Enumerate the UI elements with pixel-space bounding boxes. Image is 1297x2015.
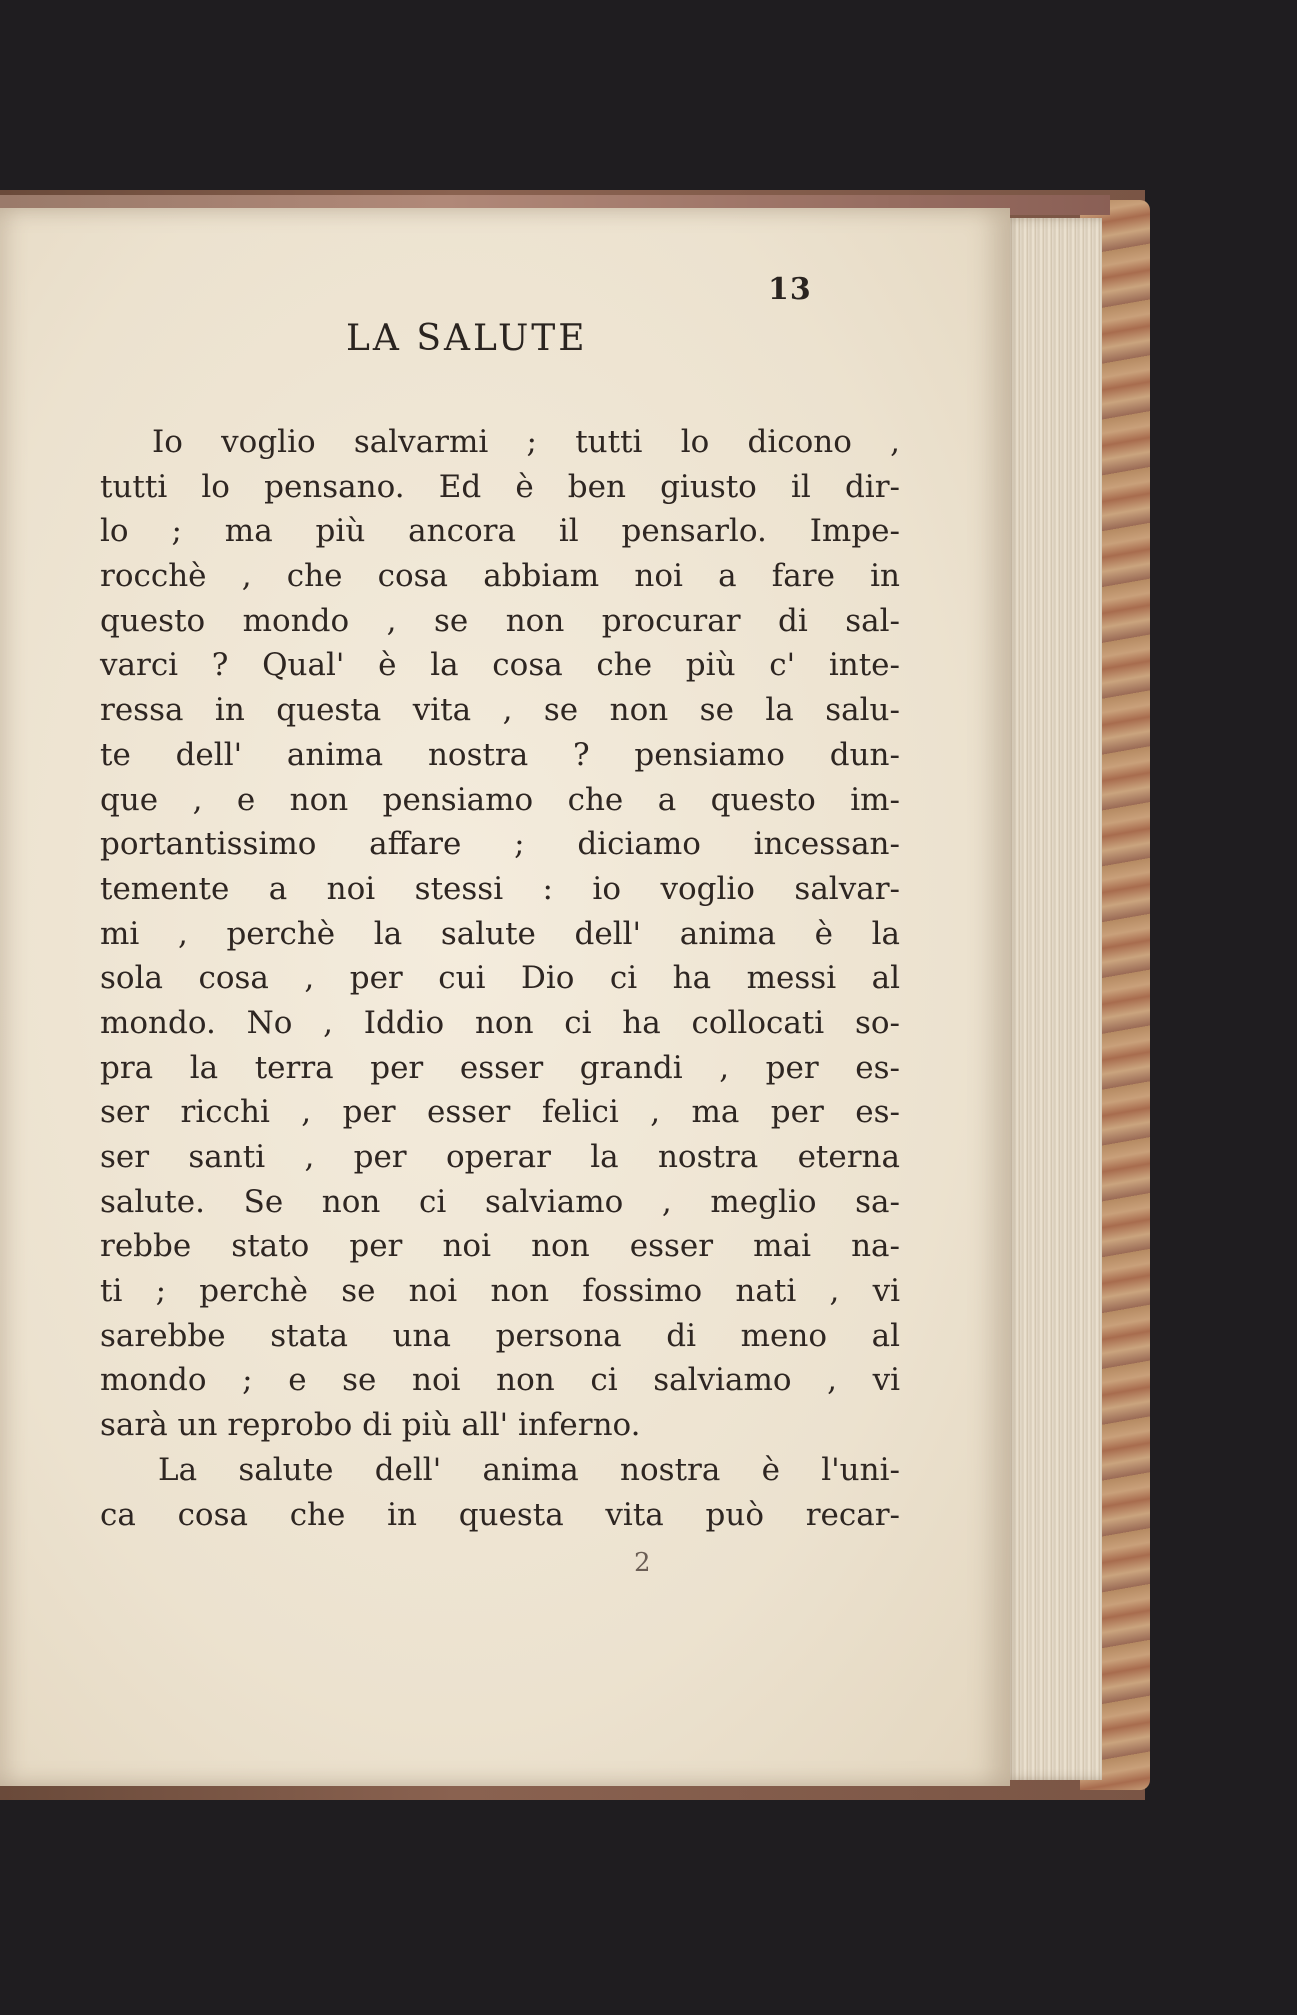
text-line: La salute dell' anima nostra è l'uni- (158, 1451, 900, 1488)
text-line: mondo. No , Iddio non ci ha collocati so- (100, 1004, 900, 1041)
text-line: te dell' anima nostra ? pensiamo dun- (100, 736, 900, 773)
text-line: tutti lo pensano. Ed è ben giusto il dir- (100, 468, 900, 505)
text-line: lo ; ma più ancora il pensarlo. Impe- (100, 513, 900, 550)
text-line: sarebbe stata una persona di meno al (100, 1317, 900, 1354)
text-line: rebbe stato per noi non esser mai na- (100, 1228, 900, 1265)
text-line: questo mondo , se non procurar di sal- (100, 602, 900, 639)
text-line: ressa in questa vita , se non se la salu- (100, 692, 900, 729)
text-line: rocchè , che cosa abbiam noi a fare in (100, 558, 900, 595)
text-line: salute. Se non ci salviamo , meglio sa- (100, 1183, 900, 1220)
text-line: temente a noi stessi : io voglio salvar- (100, 870, 900, 907)
text-line: mondo ; e se noi non ci salviamo , vi (100, 1362, 900, 1399)
text-line: ca cosa che in questa vita può recar- (100, 1496, 900, 1533)
text-line: sarà un reprobo di più all' inferno. (100, 1407, 641, 1444)
text-line: ser ricchi , per esser felici , ma per es- (100, 1094, 900, 1131)
chapter-heading: LA SALUTE (346, 318, 588, 359)
text-line: ti ; perchè se noi non fossimo nati , vi (100, 1273, 900, 1310)
text-line: portantissimo affare ; diciamo incessan- (100, 826, 900, 863)
text-line: varci ? Qual' è la cosa che più c' inte- (100, 647, 900, 684)
text-line: mi , perchè la salute dell' anima è la (100, 915, 900, 952)
page-edges (1004, 218, 1102, 1780)
signature-mark: 2 (634, 1548, 651, 1578)
body-text (100, 420, 900, 1537)
text-line: ser santi , per operar la nostra eterna (100, 1139, 900, 1175)
text-line: pra la terra per esser grandi , per es- (100, 1049, 900, 1086)
text-line: que , e non pensiamo che a questo im- (100, 781, 900, 818)
page-number: 13 (768, 272, 812, 307)
text-line: sola cosa , per cui Dio ci ha messi al (100, 960, 900, 997)
text-line: Io voglio salvarmi ; tutti lo dicono , (152, 424, 900, 460)
